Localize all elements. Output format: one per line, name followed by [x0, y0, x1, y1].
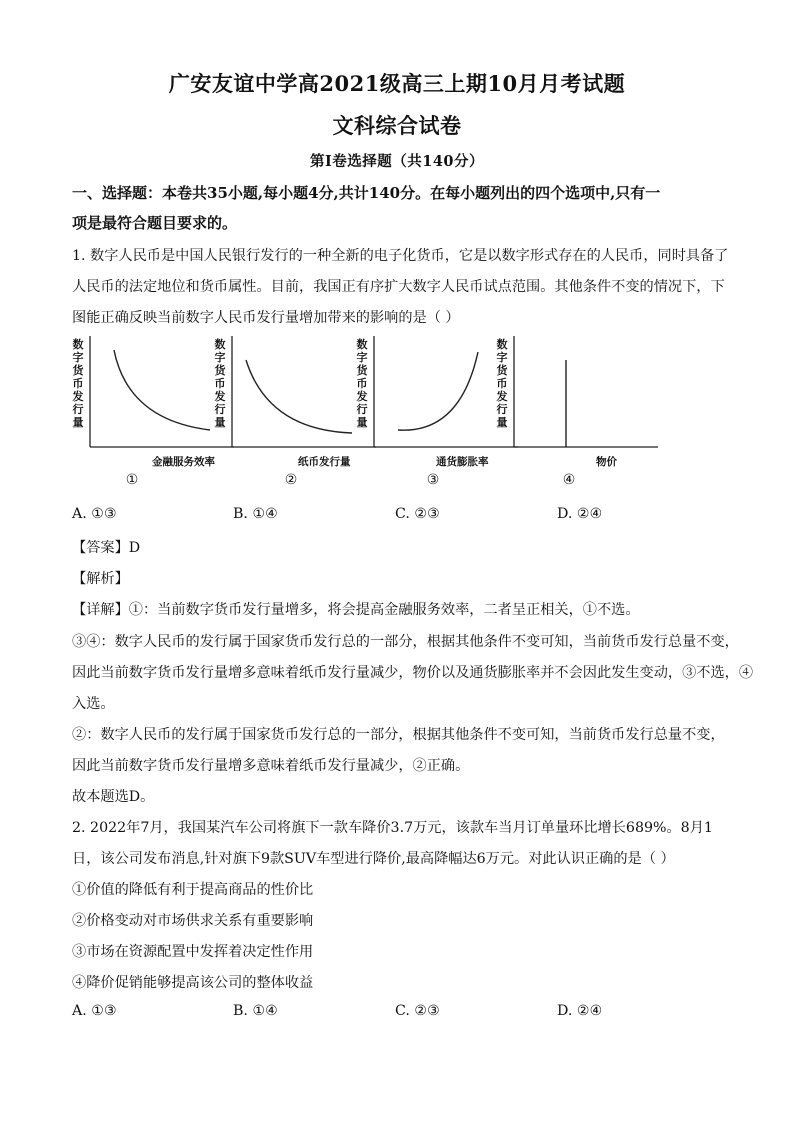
q1-detail-line-3: 因此当前数字货币发行量增多意味着纸币发行量减少，物价以及通货膨胀率并不会因此发生变动，③不选，④ [72, 665, 754, 681]
instructions-line-1: 一、选择题：本卷共35小题,每小题4分,共计140分。在每小题列出的四个选项中,只有一 [72, 184, 661, 202]
q1-detail-line-5: ②：数字人民币的发行属于国家货币发行总的一部分，根据其他条件不变可知，当前货币发行总量不变， [72, 727, 725, 743]
graph-2-curve [246, 360, 352, 433]
q1-option-b: B. ①④ [233, 506, 278, 522]
q2-option-a: A. ①③ [72, 1003, 117, 1019]
graph-2-number: ② [284, 472, 298, 488]
q1-option-a: A. ①③ [72, 506, 117, 522]
q1-stem-line-3: 图能正确反映当前数字人民币发行量增加带来的影响的是（ ） [72, 310, 460, 326]
graph-1-curve [114, 350, 210, 430]
exam-subtitle: 文科综合试卷 [332, 113, 462, 138]
graph-4-number: ④ [562, 472, 576, 488]
q1-option-d: D. ②④ [557, 506, 603, 522]
graph-3-number: ③ [426, 472, 440, 488]
graph-3-xlabel: 通货膨胀率 [436, 456, 489, 468]
graph-3-ylabel: 数字货币发行量 [356, 338, 368, 429]
section-heading: 第Ⅰ卷选择题（共140分） [309, 153, 485, 170]
q2-stem-line-1: 2. 2022年7月，我国某汽车公司将旗下一款车降价3.7万元，该款车当月订单量环比增长689%。8月1 [72, 820, 713, 836]
graph-1-xlabel: 金融服务效率 [152, 456, 215, 468]
instructions-line-2: 项是最符合题目要求的。 [72, 214, 238, 232]
graph-4-xlabel: 物价 [596, 456, 617, 468]
exam-title: 广安友谊中学高2021级高三上期10月月考试题 [168, 71, 626, 96]
q2-stem-line-2: 日，该公司发布消息,针对旗下9款SUV车型进行降价,最高降幅达6万元。对此认识正确的是（ ） [72, 851, 675, 867]
graph-4-plot [510, 330, 660, 450]
q2-statement-2: ②价格变动对市场供求关系有重要影响 [72, 913, 314, 929]
q1-detail-line-1: 【详解】①：当前数字货币发行量增多，将会提高金融服务效率，二者呈正相关，①不选。 [72, 602, 640, 618]
graph-2-ylabel: 数字货币发行量 [214, 338, 226, 429]
q1-detail-line-6: 因此当前数字货币发行量增多意味着纸币发行量减少，②正确。 [72, 758, 470, 774]
q1-option-c: C. ②③ [395, 506, 440, 522]
graph-4-ylabel: 数字货币发行量 [496, 338, 508, 429]
graph-1-ylabel: 数字货币发行量 [72, 338, 84, 429]
q1-stem-line-2: 人民币的法定地位和货币属性。目前，我国正有序扩大数字人民币试点范围。其他条件不变的情况下，下 [72, 279, 725, 295]
q1-analysis-label: 【解析】 [72, 571, 129, 587]
q1-stem-line-1: 1. 数字人民币是中国人民银行发行的一种全新的电子化货币，它是以数字形式存在的人民币，同时具备了 [72, 248, 729, 264]
q2-statement-3: ③市场在资源配置中发挥着决定性作用 [72, 944, 314, 960]
q2-statement-1: ①价值的降低有利于提高商品的性价比 [72, 882, 314, 898]
q2-option-c: C. ②③ [395, 1003, 440, 1019]
q1-detail-line-2: ③④：数字人民币的发行属于国家货币发行总的一部分，根据其他条件不变可知，当前货币发行总量不变， [72, 634, 739, 650]
q2-option-b: B. ①④ [233, 1003, 278, 1019]
q2-option-d: D. ②④ [557, 1003, 603, 1019]
graph-3-curve [398, 352, 478, 430]
q2-statement-4: ④降价促销能够提高该公司的整体收益 [72, 975, 314, 991]
q1-detail-line-4: 入选。 [72, 696, 115, 712]
q1-detail-line-7: 故本题选D。 [72, 789, 155, 805]
graph-2-xlabel: 纸币发行量 [298, 456, 351, 468]
graph-1-number: ① [125, 472, 139, 488]
q1-answer: 【答案】D [72, 540, 141, 556]
